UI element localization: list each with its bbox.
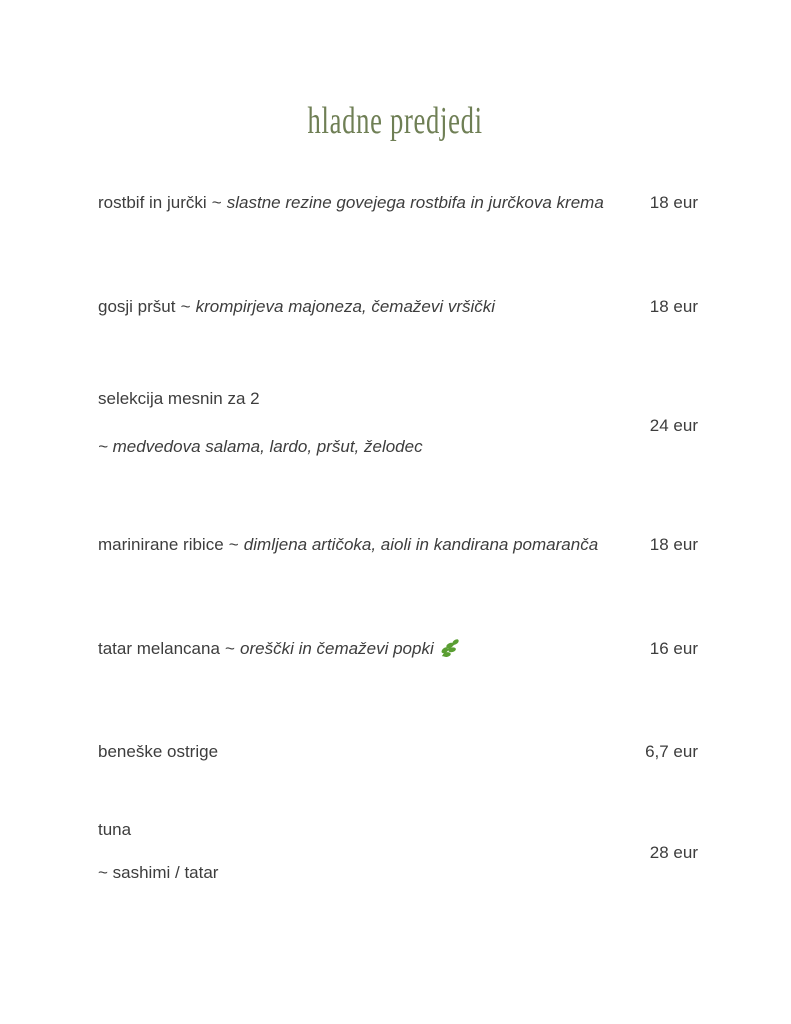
item-price: 18 eur — [649, 297, 698, 316]
item-description: ~ medvedova salama, lardo, pršut, želodec — [98, 437, 423, 456]
item-price: 24 eur — [649, 416, 698, 435]
item-description: oreščki in čemaževi popki — [240, 639, 434, 658]
item-name: marinirane ribice — [98, 535, 224, 554]
menu-item-rostbif — [98, 192, 698, 213]
item-description: ~ sashimi / tatar — [98, 863, 219, 882]
item-description: dimljena artičoka, aioli in kandirana pomaranča — [243, 535, 599, 554]
item-separator: ~ — [225, 639, 235, 658]
item-name: tuna — [98, 820, 132, 839]
item-price: 6,7 eur — [645, 742, 698, 761]
item-name: gosji pršut — [98, 297, 176, 316]
item-text — [98, 192, 604, 213]
page-title-text: hladne predjedi — [307, 100, 484, 142]
item-name: selekcija mesnin za 2 — [98, 389, 260, 408]
item-name: tatar melancana — [98, 639, 220, 658]
item-separator: ~ — [180, 297, 191, 316]
menu-item-marinirane-ribice — [98, 534, 698, 555]
item-text — [98, 638, 460, 659]
item-description: krompirjeva majoneza, čemaževi vršički — [195, 297, 496, 316]
menu-item-tuna — [98, 819, 698, 889]
item-separator: ~ — [211, 193, 222, 212]
menu-item-beneske-ostrige — [98, 741, 698, 762]
item-price: 18 eur — [649, 535, 698, 554]
item-name: rostbif in jurčki — [98, 193, 207, 212]
item-price: 28 eur — [649, 843, 698, 862]
item-text — [98, 534, 598, 555]
page-title — [0, 101, 791, 143]
item-price: 18 eur — [649, 193, 698, 212]
herb-icon — [439, 639, 460, 658]
menu-item-gosji-prsut — [98, 296, 698, 317]
menu-item-selekcija-mesnin — [98, 388, 698, 458]
item-description: slastne rezine govejega rostbifa in jurčkova krema — [226, 193, 604, 212]
item-price: 16 eur — [649, 639, 698, 658]
item-text — [98, 296, 495, 317]
item-separator: ~ — [228, 535, 239, 554]
menu-item-tatar-melancana — [98, 638, 698, 659]
item-name: beneške ostrige — [98, 742, 219, 761]
